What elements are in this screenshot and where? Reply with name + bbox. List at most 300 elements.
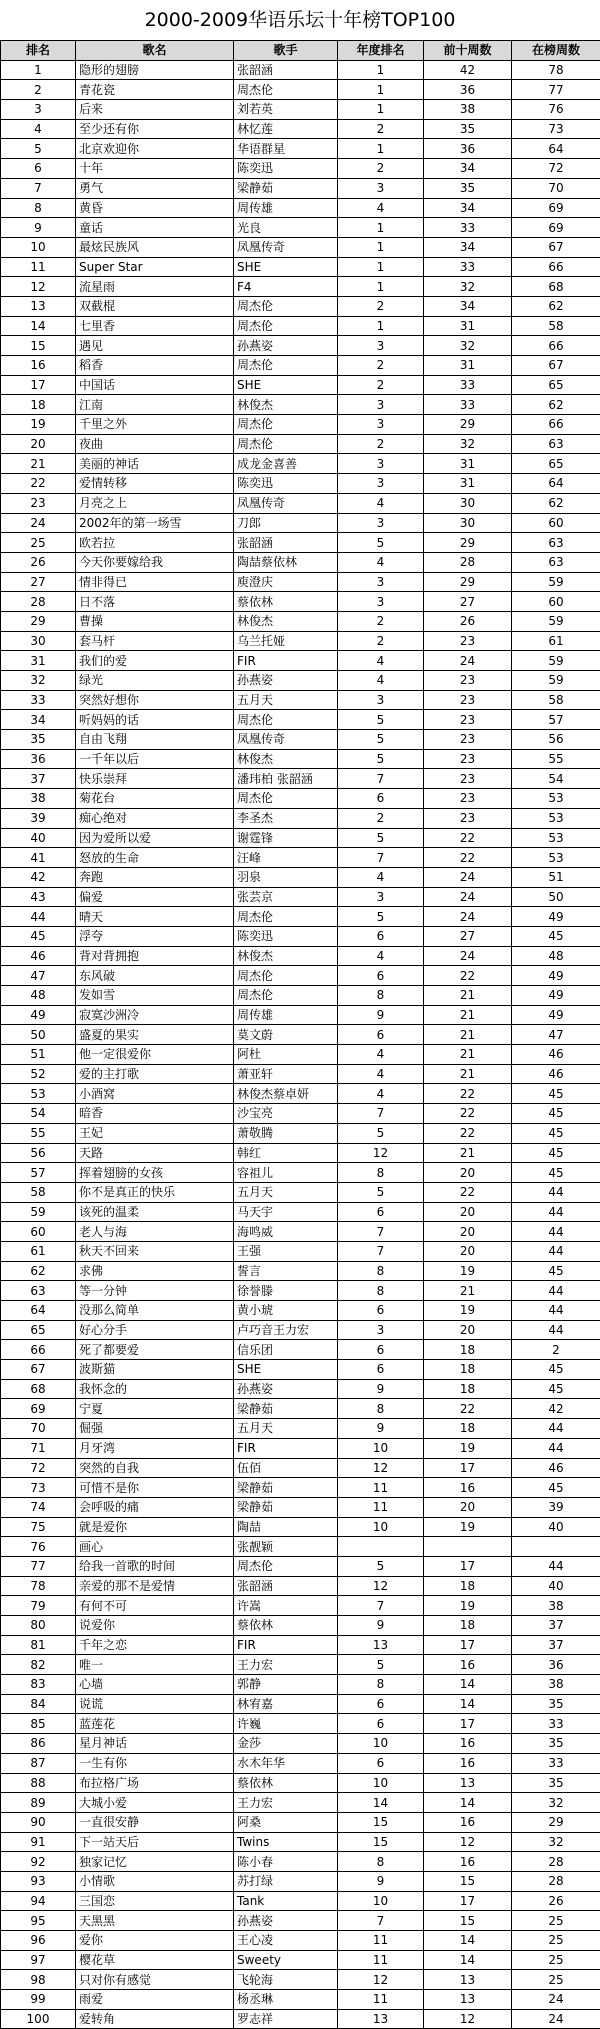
cell-year-rank: 3 bbox=[338, 474, 424, 494]
cell-year-rank: 7 bbox=[338, 1241, 424, 1261]
cell-song: 浮夸 bbox=[76, 926, 234, 946]
cell-year-rank: 11 bbox=[338, 1950, 424, 1970]
cell-top10-weeks: 26 bbox=[424, 611, 512, 631]
cell-chart-weeks: 62 bbox=[512, 296, 600, 316]
table-row bbox=[1, 1891, 600, 1911]
cell-year-rank: 1 bbox=[338, 139, 424, 159]
cell-song: 至少还有你 bbox=[76, 119, 234, 139]
cell-artist: 张韶涵 bbox=[234, 60, 338, 80]
cell-year-rank: 12 bbox=[338, 1576, 424, 1596]
table-row bbox=[1, 867, 600, 887]
table-row bbox=[1, 592, 600, 612]
cell-year-rank: 2 bbox=[338, 296, 424, 316]
cell-year-rank: 1 bbox=[338, 257, 424, 277]
cell-artist: 金莎 bbox=[234, 1734, 338, 1754]
cell-chart-weeks: 24 bbox=[512, 1990, 600, 2010]
page-title: 2000-2009华语乐坛十年榜TOP100 bbox=[0, 0, 600, 40]
cell-chart-weeks: 42 bbox=[512, 1399, 600, 1419]
cell-rank: 35 bbox=[1, 730, 76, 750]
cell-rank: 55 bbox=[1, 1123, 76, 1143]
cell-year-rank: 7 bbox=[338, 1222, 424, 1242]
cell-artist: 容祖儿 bbox=[234, 1163, 338, 1183]
cell-year-rank: 7 bbox=[338, 1911, 424, 1931]
cell-song: 自由飞翔 bbox=[76, 730, 234, 750]
cell-year-rank: 9 bbox=[338, 1005, 424, 1025]
table-row bbox=[1, 1064, 600, 1084]
cell-top10-weeks: 33 bbox=[424, 395, 512, 415]
cell-rank: 86 bbox=[1, 1734, 76, 1754]
cell-artist: 乌兰托娅 bbox=[234, 631, 338, 651]
cell-artist: 阿杜 bbox=[234, 1045, 338, 1065]
cell-year-rank: 9 bbox=[338, 1379, 424, 1399]
cell-rank: 1 bbox=[1, 60, 76, 80]
cell-year-rank: 10 bbox=[338, 1517, 424, 1537]
cell-top10-weeks: 14 bbox=[424, 1931, 512, 1951]
cell-song: 因为爱所以爱 bbox=[76, 828, 234, 848]
cell-rank: 52 bbox=[1, 1064, 76, 1084]
cell-chart-weeks: 73 bbox=[512, 119, 600, 139]
cell-artist: 梁静茹 bbox=[234, 1497, 338, 1517]
cell-chart-weeks: 53 bbox=[512, 828, 600, 848]
table-row bbox=[1, 119, 600, 139]
cell-chart-weeks: 67 bbox=[512, 356, 600, 376]
cell-chart-weeks: 63 bbox=[512, 434, 600, 454]
table-row bbox=[1, 1202, 600, 1222]
cell-year-rank: 6 bbox=[338, 1753, 424, 1773]
cell-top10-weeks: 22 bbox=[424, 1084, 512, 1104]
cell-top10-weeks: 20 bbox=[424, 1202, 512, 1222]
cell-chart-weeks: 49 bbox=[512, 966, 600, 986]
cell-song: 星月神话 bbox=[76, 1734, 234, 1754]
cell-artist: 孙燕姿 bbox=[234, 336, 338, 356]
cell-top10-weeks: 22 bbox=[424, 848, 512, 868]
cell-song: 就是爱你 bbox=[76, 1517, 234, 1537]
cell-top10-weeks: 22 bbox=[424, 1182, 512, 1202]
cell-chart-weeks: 46 bbox=[512, 1458, 600, 1478]
cell-song: 流星雨 bbox=[76, 277, 234, 297]
cell-artist: 凤凰传奇 bbox=[234, 493, 338, 513]
table-row bbox=[1, 1950, 600, 1970]
cell-top10-weeks: 21 bbox=[424, 986, 512, 1006]
cell-song: 最炫民族风 bbox=[76, 237, 234, 257]
cell-year-rank: 2 bbox=[338, 808, 424, 828]
cell-rank: 12 bbox=[1, 277, 76, 297]
cell-top10-weeks: 23 bbox=[424, 749, 512, 769]
cell-year-rank: 8 bbox=[338, 1399, 424, 1419]
table-row bbox=[1, 1635, 600, 1655]
table-row bbox=[1, 710, 600, 730]
cell-chart-weeks: 58 bbox=[512, 690, 600, 710]
cell-artist: Sweety bbox=[234, 1950, 338, 1970]
cell-rank: 59 bbox=[1, 1202, 76, 1222]
cell-top10-weeks: 23 bbox=[424, 631, 512, 651]
cell-chart-weeks: 47 bbox=[512, 1025, 600, 1045]
cell-top10-weeks: 18 bbox=[424, 1360, 512, 1380]
cell-top10-weeks: 14 bbox=[424, 1793, 512, 1813]
cell-year-rank: 6 bbox=[338, 926, 424, 946]
cell-top10-weeks: 18 bbox=[424, 1576, 512, 1596]
cell-artist: 五月天 bbox=[234, 1419, 338, 1439]
cell-song: 十年 bbox=[76, 159, 234, 179]
cell-artist: Tank bbox=[234, 1891, 338, 1911]
cell-rank: 11 bbox=[1, 257, 76, 277]
table-row bbox=[1, 1419, 600, 1439]
table-row bbox=[1, 218, 600, 238]
cell-artist: 庾澄庆 bbox=[234, 572, 338, 592]
cell-top10-weeks: 18 bbox=[424, 1340, 512, 1360]
cell-song: 天黑黑 bbox=[76, 1911, 234, 1931]
cell-year-rank: 2 bbox=[338, 631, 424, 651]
cell-chart-weeks: 2 bbox=[512, 1340, 600, 1360]
cell-top10-weeks: 17 bbox=[424, 1458, 512, 1478]
cell-song: 发如雪 bbox=[76, 986, 234, 1006]
cell-year-rank: 6 bbox=[338, 1301, 424, 1321]
cell-year-rank: 4 bbox=[338, 867, 424, 887]
cell-year-rank: 5 bbox=[338, 1655, 424, 1675]
cell-rank: 72 bbox=[1, 1458, 76, 1478]
cell-song: 好心分手 bbox=[76, 1320, 234, 1340]
cell-artist: 张韶涵 bbox=[234, 533, 338, 553]
table-row bbox=[1, 828, 600, 848]
cell-song: 心墙 bbox=[76, 1675, 234, 1695]
cell-song: 爱情转移 bbox=[76, 474, 234, 494]
cell-year-rank: 3 bbox=[338, 592, 424, 612]
cell-artist: 林俊杰 bbox=[234, 395, 338, 415]
cell-chart-weeks: 45 bbox=[512, 926, 600, 946]
cell-rank: 15 bbox=[1, 336, 76, 356]
cell-song: 中国话 bbox=[76, 375, 234, 395]
cell-song: 怒放的生命 bbox=[76, 848, 234, 868]
cell-chart-weeks: 66 bbox=[512, 415, 600, 435]
cell-song: 暗香 bbox=[76, 1104, 234, 1124]
cell-top10-weeks: 20 bbox=[424, 1320, 512, 1340]
cell-chart-weeks: 69 bbox=[512, 218, 600, 238]
cell-chart-weeks: 33 bbox=[512, 1753, 600, 1773]
cell-rank: 82 bbox=[1, 1655, 76, 1675]
cell-song: 挥着翅膀的女孩 bbox=[76, 1163, 234, 1183]
cell-song: 背对背拥抱 bbox=[76, 946, 234, 966]
table-row bbox=[1, 60, 600, 80]
cell-year-rank: 8 bbox=[338, 1675, 424, 1695]
cell-top10-weeks: 18 bbox=[424, 1616, 512, 1636]
cell-song: 东风破 bbox=[76, 966, 234, 986]
cell-song: 会呼吸的痛 bbox=[76, 1497, 234, 1517]
table-row bbox=[1, 1025, 600, 1045]
cell-chart-weeks: 54 bbox=[512, 769, 600, 789]
cell-chart-weeks: 35 bbox=[512, 1734, 600, 1754]
cell-chart-weeks: 50 bbox=[512, 887, 600, 907]
cell-rank: 20 bbox=[1, 434, 76, 454]
cell-top10-weeks: 38 bbox=[424, 100, 512, 120]
cell-top10-weeks: 17 bbox=[424, 1891, 512, 1911]
cell-chart-weeks: 49 bbox=[512, 907, 600, 927]
table-row bbox=[1, 296, 600, 316]
cell-chart-weeks: 44 bbox=[512, 1222, 600, 1242]
cell-chart-weeks: 66 bbox=[512, 336, 600, 356]
cell-song: 我怀念的 bbox=[76, 1379, 234, 1399]
cell-rank: 29 bbox=[1, 611, 76, 631]
table-row bbox=[1, 1773, 600, 1793]
cell-chart-weeks: 45 bbox=[512, 1143, 600, 1163]
cell-rank: 73 bbox=[1, 1478, 76, 1498]
cell-top10-weeks: 23 bbox=[424, 730, 512, 750]
cell-year-rank: 1 bbox=[338, 80, 424, 100]
table-row bbox=[1, 572, 600, 592]
table-row bbox=[1, 395, 600, 415]
cell-year-rank: 3 bbox=[338, 690, 424, 710]
cell-artist: 信乐团 bbox=[234, 1340, 338, 1360]
cell-artist: FIR bbox=[234, 1438, 338, 1458]
cell-rank: 98 bbox=[1, 1970, 76, 1990]
cell-top10-weeks: 21 bbox=[424, 1143, 512, 1163]
cell-rank: 77 bbox=[1, 1556, 76, 1576]
table-row bbox=[1, 1793, 600, 1813]
cell-top10-weeks: 31 bbox=[424, 454, 512, 474]
cell-year-rank: 11 bbox=[338, 1478, 424, 1498]
cell-chart-weeks: 32 bbox=[512, 1832, 600, 1852]
cell-year-rank: 9 bbox=[338, 1616, 424, 1636]
cell-chart-weeks: 59 bbox=[512, 572, 600, 592]
cell-top10-weeks: 24 bbox=[424, 887, 512, 907]
table-row bbox=[1, 1931, 600, 1951]
cell-year-rank: 6 bbox=[338, 1340, 424, 1360]
cell-rank: 90 bbox=[1, 1812, 76, 1832]
cell-rank: 75 bbox=[1, 1517, 76, 1537]
cell-top10-weeks: 36 bbox=[424, 139, 512, 159]
cell-year-rank: 1 bbox=[338, 60, 424, 80]
cell-top10-weeks: 21 bbox=[424, 1064, 512, 1084]
cell-year-rank: 2 bbox=[338, 375, 424, 395]
cell-rank: 2 bbox=[1, 80, 76, 100]
cell-rank: 47 bbox=[1, 966, 76, 986]
cell-rank: 71 bbox=[1, 1438, 76, 1458]
cell-artist: 王力宏 bbox=[234, 1793, 338, 1813]
cell-top10-weeks: 12 bbox=[424, 2009, 512, 2029]
cell-top10-weeks: 19 bbox=[424, 1517, 512, 1537]
table-row bbox=[1, 986, 600, 1006]
cell-song: 奔跑 bbox=[76, 867, 234, 887]
cell-chart-weeks: 44 bbox=[512, 1320, 600, 1340]
cell-song: 2002年的第一场雪 bbox=[76, 513, 234, 533]
cell-artist: 誓言 bbox=[234, 1261, 338, 1281]
cell-chart-weeks: 65 bbox=[512, 454, 600, 474]
table-row bbox=[1, 1655, 600, 1675]
table-row bbox=[1, 1497, 600, 1517]
cell-artist: 王力宏 bbox=[234, 1655, 338, 1675]
table-row bbox=[1, 1084, 600, 1104]
table-row bbox=[1, 1104, 600, 1124]
cell-year-rank: 6 bbox=[338, 789, 424, 809]
cell-artist: 韩红 bbox=[234, 1143, 338, 1163]
cell-chart-weeks: 63 bbox=[512, 533, 600, 553]
cell-year-rank: 15 bbox=[338, 1812, 424, 1832]
cell-year-rank: 4 bbox=[338, 198, 424, 218]
table-row bbox=[1, 1320, 600, 1340]
cell-artist: 周杰伦 bbox=[234, 434, 338, 454]
table-row bbox=[1, 907, 600, 927]
cell-top10-weeks: 23 bbox=[424, 789, 512, 809]
cell-song: 北京欢迎你 bbox=[76, 139, 234, 159]
table-row bbox=[1, 1556, 600, 1576]
cell-chart-weeks: 49 bbox=[512, 1005, 600, 1025]
cell-artist: 林忆莲 bbox=[234, 119, 338, 139]
cell-song: 说谎 bbox=[76, 1694, 234, 1714]
cell-rank: 89 bbox=[1, 1793, 76, 1813]
table-row bbox=[1, 1517, 600, 1537]
cell-top10-weeks: 29 bbox=[424, 533, 512, 553]
cell-artist: FIR bbox=[234, 1635, 338, 1655]
table-row bbox=[1, 1163, 600, 1183]
cell-year-rank: 2 bbox=[338, 119, 424, 139]
table-row bbox=[1, 474, 600, 494]
cell-song: 突然的自我 bbox=[76, 1458, 234, 1478]
cell-year-rank: 4 bbox=[338, 1064, 424, 1084]
cell-artist: 周杰伦 bbox=[234, 966, 338, 986]
cell-top10-weeks bbox=[424, 1537, 512, 1557]
cell-top10-weeks: 35 bbox=[424, 119, 512, 139]
cell-song: 晴天 bbox=[76, 907, 234, 927]
cell-artist: 周杰伦 bbox=[234, 415, 338, 435]
cell-artist: 汪峰 bbox=[234, 848, 338, 868]
cell-song: 我们的爱 bbox=[76, 651, 234, 671]
cell-year-rank: 5 bbox=[338, 1182, 424, 1202]
cell-year-rank: 4 bbox=[338, 671, 424, 691]
cell-year-rank: 3 bbox=[338, 887, 424, 907]
cell-year-rank: 4 bbox=[338, 1045, 424, 1065]
cell-rank: 60 bbox=[1, 1222, 76, 1242]
cell-chart-weeks: 26 bbox=[512, 1891, 600, 1911]
cell-song: 月牙湾 bbox=[76, 1438, 234, 1458]
cell-year-rank: 4 bbox=[338, 651, 424, 671]
header-row bbox=[1, 41, 600, 61]
cell-rank: 26 bbox=[1, 552, 76, 572]
cell-year-rank: 2 bbox=[338, 611, 424, 631]
table-row bbox=[1, 198, 600, 218]
cell-rank: 97 bbox=[1, 1950, 76, 1970]
table-row bbox=[1, 946, 600, 966]
cell-song: 美丽的神话 bbox=[76, 454, 234, 474]
cell-artist: 刀郎 bbox=[234, 513, 338, 533]
cell-chart-weeks: 60 bbox=[512, 592, 600, 612]
cell-artist: FIR bbox=[234, 651, 338, 671]
cell-chart-weeks: 64 bbox=[512, 139, 600, 159]
cell-song: 黄昏 bbox=[76, 198, 234, 218]
cell-chart-weeks: 55 bbox=[512, 749, 600, 769]
cell-chart-weeks: 51 bbox=[512, 867, 600, 887]
cell-rank: 33 bbox=[1, 690, 76, 710]
cell-rank: 8 bbox=[1, 198, 76, 218]
cell-chart-weeks: 38 bbox=[512, 1596, 600, 1616]
cell-rank: 69 bbox=[1, 1399, 76, 1419]
cell-top10-weeks: 19 bbox=[424, 1261, 512, 1281]
cell-song: 求佛 bbox=[76, 1261, 234, 1281]
cell-song: 樱花草 bbox=[76, 1950, 234, 1970]
cell-year-rank: 11 bbox=[338, 1990, 424, 2010]
cell-artist: 孙燕姿 bbox=[234, 671, 338, 691]
cell-top10-weeks: 23 bbox=[424, 808, 512, 828]
cell-song: 曹操 bbox=[76, 611, 234, 631]
cell-top10-weeks: 16 bbox=[424, 1478, 512, 1498]
table-row bbox=[1, 1045, 600, 1065]
cell-year-rank: 7 bbox=[338, 769, 424, 789]
cell-artist: SHE bbox=[234, 375, 338, 395]
cell-artist: 五月天 bbox=[234, 1182, 338, 1202]
cell-artist: 莫文蔚 bbox=[234, 1025, 338, 1045]
cell-rank: 6 bbox=[1, 159, 76, 179]
cell-rank: 44 bbox=[1, 907, 76, 927]
cell-chart-weeks: 24 bbox=[512, 2009, 600, 2029]
cell-artist: 周杰伦 bbox=[234, 80, 338, 100]
cell-song: 爱转角 bbox=[76, 2009, 234, 2029]
cell-song: 勇气 bbox=[76, 178, 234, 198]
cell-top10-weeks: 20 bbox=[424, 1241, 512, 1261]
cell-rank: 48 bbox=[1, 986, 76, 1006]
cell-top10-weeks: 27 bbox=[424, 592, 512, 612]
cell-year-rank: 5 bbox=[338, 533, 424, 553]
cell-top10-weeks: 32 bbox=[424, 336, 512, 356]
cell-top10-weeks: 17 bbox=[424, 1556, 512, 1576]
cell-chart-weeks: 69 bbox=[512, 198, 600, 218]
cell-top10-weeks: 18 bbox=[424, 1379, 512, 1399]
table-row bbox=[1, 257, 600, 277]
table-row bbox=[1, 1714, 600, 1734]
cell-year-rank: 10 bbox=[338, 1773, 424, 1793]
cell-top10-weeks: 33 bbox=[424, 257, 512, 277]
table-row bbox=[1, 730, 600, 750]
cell-rank: 22 bbox=[1, 474, 76, 494]
cell-song: 画心 bbox=[76, 1537, 234, 1557]
cell-top10-weeks: 14 bbox=[424, 1675, 512, 1695]
table-row bbox=[1, 1537, 600, 1557]
cell-top10-weeks: 15 bbox=[424, 1911, 512, 1931]
cell-rank: 93 bbox=[1, 1871, 76, 1891]
cell-song: 月亮之上 bbox=[76, 493, 234, 513]
cell-year-rank: 1 bbox=[338, 316, 424, 336]
cell-rank: 41 bbox=[1, 848, 76, 868]
cell-song: 今天你要嫁给我 bbox=[76, 552, 234, 572]
cell-year-rank: 3 bbox=[338, 415, 424, 435]
cell-rank: 21 bbox=[1, 454, 76, 474]
cell-year-rank: 10 bbox=[338, 1734, 424, 1754]
cell-top10-weeks: 13 bbox=[424, 1990, 512, 2010]
cell-song: 童话 bbox=[76, 218, 234, 238]
cell-song: 给我一首歌的时间 bbox=[76, 1556, 234, 1576]
cell-year-rank: 3 bbox=[338, 454, 424, 474]
cell-artist: 谢霆锋 bbox=[234, 828, 338, 848]
table-row bbox=[1, 552, 600, 572]
cell-chart-weeks: 45 bbox=[512, 1478, 600, 1498]
cell-artist: 陈奕迅 bbox=[234, 926, 338, 946]
cell-year-rank: 7 bbox=[338, 1596, 424, 1616]
cell-year-rank: 3 bbox=[338, 178, 424, 198]
cell-chart-weeks: 61 bbox=[512, 631, 600, 651]
cell-chart-weeks: 57 bbox=[512, 710, 600, 730]
cell-top10-weeks: 22 bbox=[424, 1123, 512, 1143]
cell-chart-weeks bbox=[512, 1537, 600, 1557]
table-row bbox=[1, 1458, 600, 1478]
cell-artist: 林宥嘉 bbox=[234, 1694, 338, 1714]
cell-year-rank: 9 bbox=[338, 1871, 424, 1891]
cell-artist: 孙燕姿 bbox=[234, 1911, 338, 1931]
cell-rank: 18 bbox=[1, 395, 76, 415]
table-row bbox=[1, 1812, 600, 1832]
cell-rank: 31 bbox=[1, 651, 76, 671]
cell-artist: 蔡依林 bbox=[234, 592, 338, 612]
cell-artist: 杨丞琳 bbox=[234, 1990, 338, 2010]
table-row bbox=[1, 671, 600, 691]
cell-year-rank: 3 bbox=[338, 336, 424, 356]
cell-top10-weeks: 29 bbox=[424, 572, 512, 592]
